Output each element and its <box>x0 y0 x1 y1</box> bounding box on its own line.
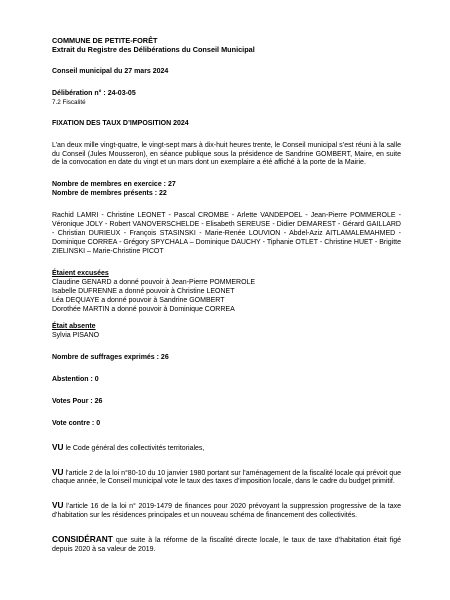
consideration-lead: VU <box>52 500 64 511</box>
excused-title: Étaient excusées <box>52 270 109 278</box>
members-in-office: Nombre de membres en exercice : 27 <box>52 181 176 189</box>
excused-line: Isabelle DUFRENNE a donné pouvoir à Christine LEONET <box>52 288 235 295</box>
excused-line: Claudine GENARD a donné pouvoir à Jean-Pierre POMMEROLE <box>52 279 256 287</box>
consideration-law-1980 <box>52 467 401 488</box>
register-extract: Extrait du Registre des Délibérations du Conseil Municipal <box>52 45 255 55</box>
votes-abstention: Abstention : 0 <box>52 375 99 383</box>
consideration-law-2019 <box>52 500 401 521</box>
votes-expressed: Nombre de suffrages exprimés : 26 <box>52 353 169 361</box>
excused-section <box>52 270 401 315</box>
consideration-text: l’article 16 de la loi n° 2019-1479 de finances pour 2020 prévoyant la suppression progressive de la taxe d’habitation sur les résidences principales et un nouveau schéma de financement des collectivités. <box>52 503 401 520</box>
deliberation-number: Délibération n° : 24-03-05 <box>52 89 136 97</box>
consideration-lead: VU <box>52 466 64 477</box>
consideration-reform <box>52 534 401 555</box>
excused-line: Dorothée MARTIN a donné pouvoir à Dominique CORREA <box>52 305 235 313</box>
deliberation-category: 7.2 Fiscalité <box>52 98 86 106</box>
consideration-lead: CONSIDÉRANT <box>52 534 113 545</box>
intro-paragraph: L’an deux mille vingt-quatre, le vingt-sept mars à dix-huit heures trente, le Conseil municipal s’est réuni à la salle du Conseil (Jules Mousseron), en séance publique sous la présidence de Sandrine GOMBERT, Maire, en suite de la convocation en date du vingt et un mars dont un exemplaire a été affiché à la porte de la Mairie. <box>52 141 401 167</box>
votes-against: Vote contre : 0 <box>52 419 101 427</box>
members-present: Nombre de membres présents : 22 <box>52 190 167 198</box>
excused-line: Léa DEQUAYE a donné pouvoir à Sandrine GOMBERT <box>52 296 225 304</box>
subject-title: FIXATION DES TAUX D’IMPOSITION 2024 <box>52 119 189 127</box>
absent-section <box>52 323 401 341</box>
consideration-text: l’article 2 de la loi n°80-10 du 10 janvier 1980 portant sur l’aménagement de la fiscalité locale qui prévoit que chaque année, le Conseil municipal vote le taux des taxes d’imposition locale, dans le cadre du budget primitif. <box>52 469 401 486</box>
consideration-lead: VU <box>52 441 64 452</box>
consideration-code <box>52 442 401 454</box>
commune-name: COMMUNE DE PETITE-FORÊT <box>52 36 158 45</box>
meeting-title: Conseil municipal du 27 mars 2024 <box>52 67 169 75</box>
consideration-text: que suite à la réforme de la fiscalité directe locale, le taux de taxe d’habitation était figé depuis 2020 à sa valeur de 2019. <box>52 537 401 554</box>
present-members-list: Rachid LAMRI - Christine LEONET - Pascal CROMBE - Arlette VANDEPOEL - Jean-Pierre POMMEROLE - Véronique JOLY - Robert VANOVERSCHELDE - Elisabeth SEREUSE - Didier DEMAREST - Gérard GAILLARD - Christian DURIEUX - François STASINSKI - Marie-Renée LOUVION - Abdel-Aziz AITLAMALEMAHMED - Dominique CORREA - Grégory SPYCHALA – Dominique DAUCHY - Tiphanie OTLET - Christine HUET - Brigitte ZIELINSKI – Marie-Christine PICOT <box>52 212 401 256</box>
votes-for: Votes Pour : 26 <box>52 397 103 405</box>
absent-name: Sylvia PISANO <box>52 331 100 339</box>
absent-title: Était absente <box>52 322 96 330</box>
consideration-text: le Code général des collectivités territoriales, <box>63 444 205 452</box>
